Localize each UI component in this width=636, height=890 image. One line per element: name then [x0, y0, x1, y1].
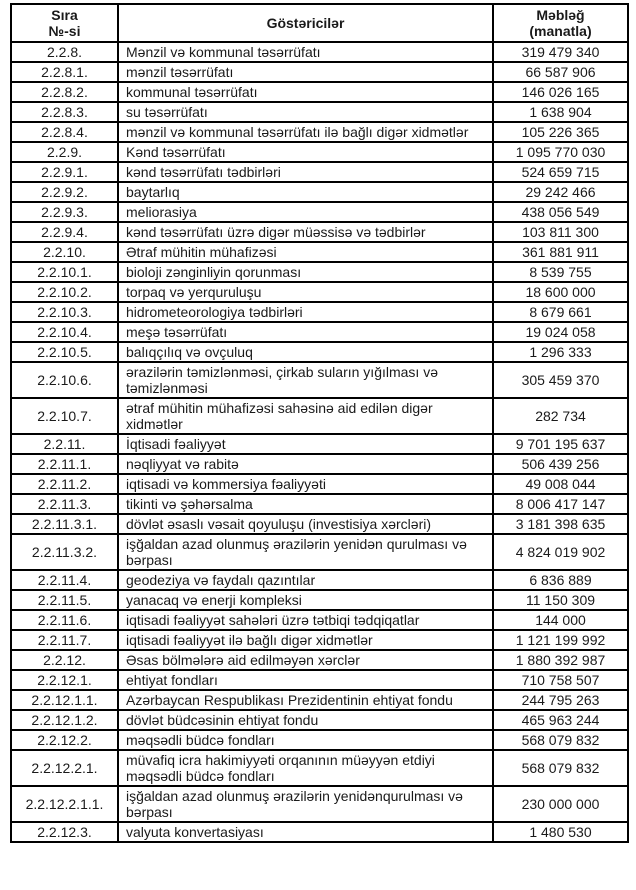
row-serial-number-cell: 2.2.10.2.	[11, 282, 118, 302]
row-amount-cell: 18 600 000	[493, 282, 628, 302]
table-row	[11, 282, 628, 302]
row-indicator-cell: İqtisadi fəaliyyət	[118, 434, 493, 454]
table-row	[11, 454, 628, 474]
table-row	[11, 62, 628, 82]
row-amount-cell: 1 095 770 030	[493, 142, 628, 162]
table-row	[11, 162, 628, 182]
table-row	[11, 434, 628, 454]
row-amount-cell: 1 121 199 992	[493, 630, 628, 650]
table-row	[11, 822, 628, 842]
row-serial-number-cell: 2.2.12.1.2.	[11, 710, 118, 730]
table-row	[11, 102, 628, 122]
header-amount-line2: (manatla)	[529, 23, 592, 39]
row-serial-number-cell: 2.2.11.	[11, 434, 118, 454]
row-serial-number-cell: 2.2.11.6.	[11, 610, 118, 630]
row-indicator-cell: Kənd təsərrüfatı	[118, 142, 493, 162]
table-row	[11, 494, 628, 514]
table-body	[11, 42, 628, 842]
row-amount-cell: 105 226 365	[493, 122, 628, 142]
row-amount-cell: 282 734	[493, 398, 628, 434]
table-row	[11, 750, 628, 786]
row-indicator-cell: Azərbaycan Respublikası Prezidentinin ehtiyat fondu	[118, 690, 493, 710]
table-header	[11, 4, 628, 42]
row-amount-cell: 3 181 398 635	[493, 514, 628, 534]
header-amount-line1: Məbləğ	[536, 7, 585, 23]
row-amount-cell: 8 006 417 147	[493, 494, 628, 514]
row-indicator-cell: Ətraf mühitin mühafizəsi	[118, 242, 493, 262]
row-serial-number-cell: 2.2.11.3.2.	[11, 534, 118, 570]
row-serial-number-cell: 2.2.12.2.1.	[11, 750, 118, 786]
header-row	[11, 4, 628, 42]
table-row	[11, 670, 628, 690]
row-serial-number-cell: 2.2.11.7.	[11, 630, 118, 650]
row-amount-cell: 1 880 392 987	[493, 650, 628, 670]
row-serial-number-cell: 2.2.12.1.1.	[11, 690, 118, 710]
row-serial-number-cell: 2.2.9.4.	[11, 222, 118, 242]
row-amount-cell: 29 242 466	[493, 182, 628, 202]
table-row	[11, 650, 628, 670]
row-amount-cell: 568 079 832	[493, 750, 628, 786]
table-row	[11, 514, 628, 534]
row-indicator-cell: tikinti və şəhərsalma	[118, 494, 493, 514]
header-serial-line1: Sıra	[51, 7, 78, 23]
budget-expenditure-table	[10, 3, 629, 843]
table-row	[11, 610, 628, 630]
row-serial-number-cell: 2.2.11.4.	[11, 570, 118, 590]
row-serial-number-cell: 2.2.12.	[11, 650, 118, 670]
row-amount-cell: 8 679 661	[493, 302, 628, 322]
table-row	[11, 590, 628, 610]
header-indicators	[118, 4, 493, 42]
row-serial-number-cell: 2.2.11.2.	[11, 474, 118, 494]
row-serial-number-cell: 2.2.9.1.	[11, 162, 118, 182]
row-amount-cell: 19 024 058	[493, 322, 628, 342]
row-serial-number-cell: 2.2.11.5.	[11, 590, 118, 610]
row-indicator-cell: kommunal təsərrüfatı	[118, 82, 493, 102]
row-indicator-cell: iqtisadi fəaliyyət sahələri üzrə tətbiqi tədqiqatlar	[118, 610, 493, 630]
row-amount-cell: 146 026 165	[493, 82, 628, 102]
table-row	[11, 570, 628, 590]
row-amount-cell: 1 296 333	[493, 342, 628, 362]
table-row	[11, 710, 628, 730]
row-indicator-cell: müvafiq icra hakimiyyəti orqanının müəyyən etdiyi məqsədli büdcə fondları	[118, 750, 493, 786]
table-row	[11, 786, 628, 822]
row-indicator-cell: valyuta konvertasiyası	[118, 822, 493, 842]
row-serial-number-cell: 2.2.10.6.	[11, 362, 118, 398]
row-amount-cell: 66 587 906	[493, 62, 628, 82]
row-indicator-cell: dövlət büdcəsinin ehtiyat fondu	[118, 710, 493, 730]
row-indicator-cell: torpaq və yerquruluşu	[118, 282, 493, 302]
row-indicator-cell: yanacaq və enerji kompleksi	[118, 590, 493, 610]
row-indicator-cell: işğaldan azad olunmuş ərazilərin yenidən qurulması və bərpası	[118, 534, 493, 570]
table-row	[11, 142, 628, 162]
table-row	[11, 242, 628, 262]
row-serial-number-cell: 2.2.10.	[11, 242, 118, 262]
row-indicator-cell: kənd təsərrüfatı üzrə digər müəssisə və tədbirlər	[118, 222, 493, 242]
row-indicator-cell: ehtiyat fondları	[118, 670, 493, 690]
row-amount-cell: 465 963 244	[493, 710, 628, 730]
row-indicator-cell: hidrometeorologiya tədbirləri	[118, 302, 493, 322]
row-serial-number-cell: 2.2.11.3.	[11, 494, 118, 514]
row-amount-cell: 506 439 256	[493, 454, 628, 474]
table-row	[11, 262, 628, 282]
row-indicator-cell: dövlət əsaslı vəsait qoyuluşu (investisiya xərcləri)	[118, 514, 493, 534]
row-indicator-cell: su təsərrüfatı	[118, 102, 493, 122]
row-indicator-cell: Mənzil və kommunal təsərrüfatı	[118, 42, 493, 62]
row-serial-number-cell: 2.2.10.5.	[11, 342, 118, 362]
table-row	[11, 730, 628, 750]
row-serial-number-cell: 2.2.10.4.	[11, 322, 118, 342]
row-amount-cell: 568 079 832	[493, 730, 628, 750]
row-indicator-cell: mənzil təsərrüfatı	[118, 62, 493, 82]
row-serial-number-cell: 2.2.8.3.	[11, 102, 118, 122]
table-row	[11, 534, 628, 570]
row-amount-cell: 4 824 019 902	[493, 534, 628, 570]
row-indicator-cell: ətraf mühitin mühafizəsi sahəsinə aid edilən digər xidmətlər	[118, 398, 493, 434]
row-indicator-cell: nəqliyyat və rabitə	[118, 454, 493, 474]
row-serial-number-cell: 2.2.10.7.	[11, 398, 118, 434]
row-indicator-cell: baytarlıq	[118, 182, 493, 202]
table-row	[11, 362, 628, 398]
row-indicator-cell: kənd təsərrüfatı tədbirləri	[118, 162, 493, 182]
table-row	[11, 474, 628, 494]
table-row	[11, 322, 628, 342]
row-amount-cell: 1 480 530	[493, 822, 628, 842]
row-amount-cell: 9 701 195 637	[493, 434, 628, 454]
row-amount-cell: 305 459 370	[493, 362, 628, 398]
row-amount-cell: 6 836 889	[493, 570, 628, 590]
row-indicator-cell: meliorasiya	[118, 202, 493, 222]
row-serial-number-cell: 2.2.12.3.	[11, 822, 118, 842]
row-serial-number-cell: 2.2.11.3.1.	[11, 514, 118, 534]
table-row	[11, 690, 628, 710]
row-serial-number-cell: 2.2.12.1.	[11, 670, 118, 690]
row-serial-number-cell: 2.2.9.	[11, 142, 118, 162]
row-amount-cell: 710 758 507	[493, 670, 628, 690]
row-serial-number-cell: 2.2.12.2.	[11, 730, 118, 750]
row-amount-cell: 8 539 755	[493, 262, 628, 282]
table-row	[11, 222, 628, 242]
row-serial-number-cell: 2.2.9.2.	[11, 182, 118, 202]
table-row	[11, 122, 628, 142]
row-serial-number-cell: 2.2.11.1.	[11, 454, 118, 474]
row-indicator-cell: ərazilərin təmizlənməsi, çirkab suların yığılması və təmizlənməsi	[118, 362, 493, 398]
row-indicator-cell: meşə təsərrüfatı	[118, 322, 493, 342]
row-serial-number-cell: 2.2.8.	[11, 42, 118, 62]
row-indicator-cell: iqtisadi və kommersiya fəaliyyəti	[118, 474, 493, 494]
row-serial-number-cell: 2.2.8.1.	[11, 62, 118, 82]
row-indicator-cell: məqsədli büdcə fondları	[118, 730, 493, 750]
row-amount-cell: 524 659 715	[493, 162, 628, 182]
row-indicator-cell: mənzil və kommunal təsərrüfatı ilə bağlı digər xidmətlər	[118, 122, 493, 142]
header-amount	[493, 4, 628, 42]
row-indicator-cell: işğaldan azad olunmuş ərazilərin yenidənqurulması və bərpası	[118, 786, 493, 822]
row-amount-cell: 49 008 044	[493, 474, 628, 494]
row-serial-number-cell: 2.2.8.4.	[11, 122, 118, 142]
row-amount-cell: 244 795 263	[493, 690, 628, 710]
header-serial-number	[11, 4, 118, 42]
row-amount-cell: 319 479 340	[493, 42, 628, 62]
row-amount-cell: 11 150 309	[493, 590, 628, 610]
table-row	[11, 82, 628, 102]
header-indicators-label: Göstəricilər	[266, 15, 345, 31]
row-serial-number-cell: 2.2.10.1.	[11, 262, 118, 282]
table-row	[11, 42, 628, 62]
row-amount-cell: 1 638 904	[493, 102, 628, 122]
row-serial-number-cell: 2.2.12.2.1.1.	[11, 786, 118, 822]
row-indicator-cell: geodeziya və faydalı qazıntılar	[118, 570, 493, 590]
row-amount-cell: 103 811 300	[493, 222, 628, 242]
row-serial-number-cell: 2.2.9.3.	[11, 202, 118, 222]
row-indicator-cell: bioloji zənginliyin qorunması	[118, 262, 493, 282]
row-amount-cell: 361 881 911	[493, 242, 628, 262]
row-indicator-cell: Əsas bölmələrə aid edilməyən xərclər	[118, 650, 493, 670]
table-row	[11, 630, 628, 650]
table-row	[11, 302, 628, 322]
row-amount-cell: 230 000 000	[493, 786, 628, 822]
table-row	[11, 398, 628, 434]
row-indicator-cell: iqtisadi fəaliyyət ilə bağlı digər xidmətlər	[118, 630, 493, 650]
header-serial-line2: №-si	[48, 23, 81, 39]
row-amount-cell: 438 056 549	[493, 202, 628, 222]
row-amount-cell: 144 000	[493, 610, 628, 630]
row-serial-number-cell: 2.2.8.2.	[11, 82, 118, 102]
row-indicator-cell: balıqçılıq və ovçuluq	[118, 342, 493, 362]
table-row	[11, 342, 628, 362]
row-serial-number-cell: 2.2.10.3.	[11, 302, 118, 322]
table-row	[11, 182, 628, 202]
table-row	[11, 202, 628, 222]
